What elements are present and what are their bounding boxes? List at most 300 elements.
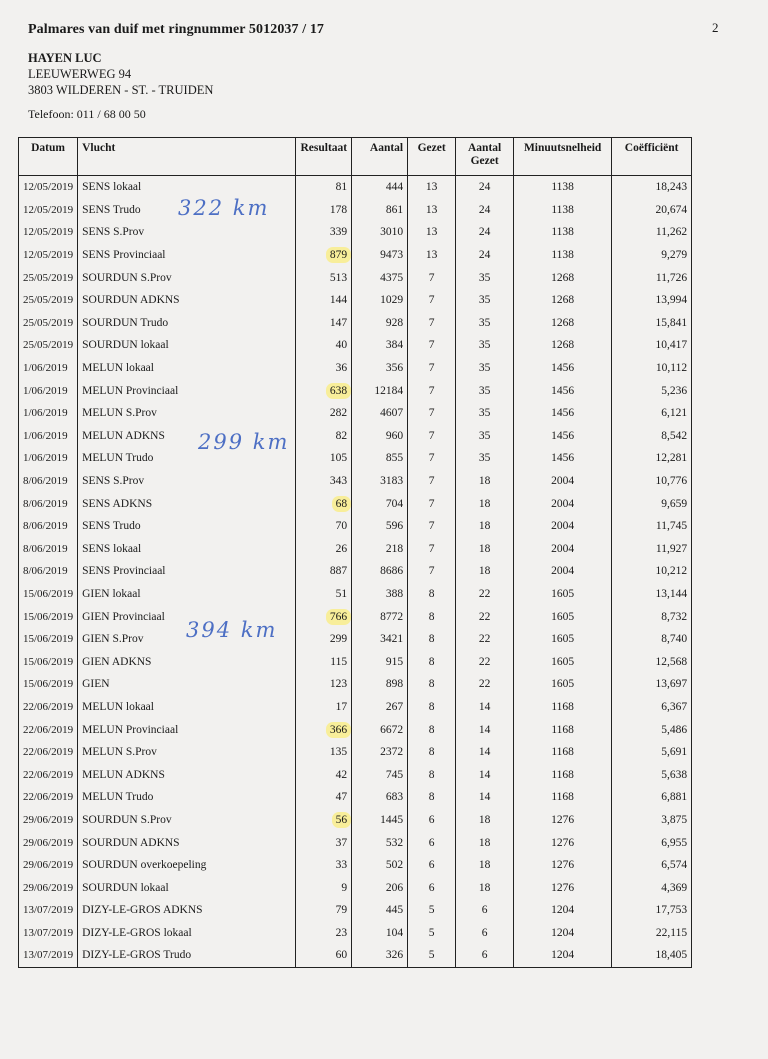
col-aantal: Aantal — [352, 138, 408, 176]
cell-aantal: 206 — [352, 876, 408, 899]
cell-datum: 29/06/2019 — [19, 876, 78, 899]
cell-aantal-gezet: 35 — [456, 425, 514, 448]
cell-resultaat — [296, 922, 352, 945]
col-minuutsnelheid: Minuutsnelheid — [514, 138, 612, 176]
table-row — [19, 605, 692, 628]
cell-minuut: 1168 — [514, 696, 612, 719]
table-row — [19, 538, 692, 561]
cell-coef: 10,212 — [612, 560, 692, 583]
table-row — [19, 718, 692, 741]
table-row — [19, 199, 692, 222]
cell-aantal: 532 — [352, 831, 408, 854]
table-row — [19, 470, 692, 493]
cell-minuut: 1605 — [514, 650, 612, 673]
cell-gezet: 7 — [408, 402, 456, 425]
cell-datum: 12/05/2019 — [19, 244, 78, 267]
table-row — [19, 741, 692, 764]
cell-aantal-gezet: 18 — [456, 492, 514, 515]
col-aantal-gezet-label: Aantal Gezet — [468, 142, 502, 167]
cell-gezet: 7 — [408, 289, 456, 312]
cell-resultaat — [296, 515, 352, 538]
cell-aantal: 3421 — [352, 628, 408, 651]
resultaat-value: 339 — [329, 226, 348, 239]
cell-vlucht: SENS S.Prov — [78, 470, 296, 493]
table-row — [19, 402, 692, 425]
resultaat-value: 282 — [329, 407, 348, 420]
cell-gezet: 8 — [408, 741, 456, 764]
cell-aantal-gezet: 14 — [456, 786, 514, 809]
resultaat-value: 33 — [335, 859, 348, 872]
results-table — [18, 137, 692, 968]
cell-datum: 12/05/2019 — [19, 221, 78, 244]
cell-resultaat — [296, 854, 352, 877]
cell-vlucht: SOURDUN ADKNS — [78, 831, 296, 854]
cell-vlucht: SOURDUN lokaal — [78, 876, 296, 899]
cell-datum: 1/06/2019 — [19, 447, 78, 470]
cell-aantal: 4607 — [352, 402, 408, 425]
resultaat-value: 178 — [329, 203, 348, 216]
cell-resultaat — [296, 312, 352, 335]
cell-vlucht: SENS Trudo — [78, 199, 296, 222]
cell-aantal-gezet: 24 — [456, 221, 514, 244]
resultaat-value: 79 — [335, 904, 348, 917]
cell-aantal: 1445 — [352, 809, 408, 832]
resultaat-value: 23 — [335, 926, 348, 939]
cell-minuut: 1204 — [514, 922, 612, 945]
cell-gezet: 8 — [408, 628, 456, 651]
cell-aantal: 861 — [352, 199, 408, 222]
table-row — [19, 289, 692, 312]
cell-gezet: 7 — [408, 515, 456, 538]
cell-minuut: 1605 — [514, 673, 612, 696]
cell-minuut: 1456 — [514, 447, 612, 470]
cell-resultaat — [296, 289, 352, 312]
table-row — [19, 221, 692, 244]
cell-datum: 13/07/2019 — [19, 944, 78, 967]
cell-minuut: 1204 — [514, 944, 612, 967]
cell-resultaat — [296, 221, 352, 244]
table-row — [19, 809, 692, 832]
cell-coef: 10,112 — [612, 357, 692, 380]
cell-vlucht: SENS S.Prov — [78, 221, 296, 244]
cell-gezet: 8 — [408, 696, 456, 719]
cell-vlucht: GIEN Provinciaal — [78, 605, 296, 628]
cell-coef: 20,674 — [612, 199, 692, 222]
cell-aantal-gezet: 14 — [456, 696, 514, 719]
cell-resultaat — [296, 470, 352, 493]
cell-aantal: 596 — [352, 515, 408, 538]
table-row — [19, 763, 692, 786]
cell-gezet: 5 — [408, 899, 456, 922]
cell-vlucht: GIEN lokaal — [78, 583, 296, 606]
resultaat-value: 513 — [329, 271, 348, 284]
cell-vlucht: MELUN ADKNS — [78, 425, 296, 448]
cell-gezet: 6 — [408, 854, 456, 877]
cell-coef: 8,740 — [612, 628, 692, 651]
table-row — [19, 876, 692, 899]
cell-coef: 12,568 — [612, 650, 692, 673]
cell-aantal-gezet: 6 — [456, 922, 514, 945]
cell-gezet: 8 — [408, 583, 456, 606]
cell-gezet: 6 — [408, 809, 456, 832]
cell-datum: 8/06/2019 — [19, 492, 78, 515]
resultaat-value: 135 — [329, 746, 348, 759]
cell-resultaat — [296, 402, 352, 425]
cell-aantal-gezet: 18 — [456, 538, 514, 561]
cell-vlucht: SENS lokaal — [78, 176, 296, 199]
cell-resultaat — [296, 176, 352, 199]
cell-coef: 12,281 — [612, 447, 692, 470]
cell-coef: 17,753 — [612, 899, 692, 922]
cell-aantal: 1029 — [352, 289, 408, 312]
cell-datum: 1/06/2019 — [19, 379, 78, 402]
resultaat-value: 879 — [326, 247, 351, 263]
page-number: 2 — [712, 20, 719, 35]
resultaat-value: 81 — [335, 181, 348, 194]
cell-vlucht: SOURDUN S.Prov — [78, 809, 296, 832]
address-line-2: 3803 WILDEREN - ST. - TRUIDEN — [28, 83, 214, 97]
cell-vlucht: MELUN Trudo — [78, 447, 296, 470]
cell-coef: 13,697 — [612, 673, 692, 696]
cell-vlucht: MELUN lokaal — [78, 696, 296, 719]
table-row — [19, 492, 692, 515]
handwritten-note-394: 394 km — [186, 618, 278, 642]
table-row — [19, 334, 692, 357]
table-row — [19, 628, 692, 651]
cell-minuut: 1456 — [514, 379, 612, 402]
cell-vlucht: MELUN lokaal — [78, 357, 296, 380]
resultaat-value: 638 — [326, 383, 351, 399]
cell-resultaat — [296, 673, 352, 696]
cell-coef: 22,115 — [612, 922, 692, 945]
cell-aantal-gezet: 18 — [456, 876, 514, 899]
cell-aantal: 4375 — [352, 266, 408, 289]
cell-aantal: 445 — [352, 899, 408, 922]
cell-aantal-gezet: 35 — [456, 402, 514, 425]
cell-datum: 22/06/2019 — [19, 763, 78, 786]
cell-coef: 18,405 — [612, 944, 692, 967]
cell-vlucht: DIZY-LE-GROS ADKNS — [78, 899, 296, 922]
cell-vlucht: SENS Provinciaal — [78, 244, 296, 267]
cell-datum: 29/06/2019 — [19, 809, 78, 832]
resultaat-value: 60 — [335, 949, 348, 962]
cell-minuut: 1276 — [514, 854, 612, 877]
cell-coef: 11,927 — [612, 538, 692, 561]
cell-coef: 11,726 — [612, 266, 692, 289]
table-row — [19, 786, 692, 809]
cell-datum: 12/05/2019 — [19, 176, 78, 199]
cell-vlucht: MELUN Provinciaal — [78, 718, 296, 741]
cell-vlucht: SENS ADKNS — [78, 492, 296, 515]
col-datum: Datum — [19, 138, 78, 176]
cell-aantal-gezet: 6 — [456, 944, 514, 967]
cell-aantal: 388 — [352, 583, 408, 606]
cell-aantal-gezet: 35 — [456, 334, 514, 357]
cell-aantal: 8686 — [352, 560, 408, 583]
cell-resultaat — [296, 650, 352, 673]
cell-aantal: 928 — [352, 312, 408, 335]
resultaat-value: 105 — [329, 452, 348, 465]
handwritten-note-322: 322 km — [178, 196, 270, 220]
cell-minuut: 1276 — [514, 876, 612, 899]
cell-minuut: 1456 — [514, 357, 612, 380]
cell-datum: 1/06/2019 — [19, 357, 78, 380]
cell-aantal-gezet: 18 — [456, 515, 514, 538]
table-row — [19, 854, 692, 877]
cell-aantal: 855 — [352, 447, 408, 470]
cell-resultaat — [296, 741, 352, 764]
cell-coef: 5,486 — [612, 718, 692, 741]
address-line-1: LEEUWERWEG 94 — [28, 67, 132, 81]
cell-aantal: 3183 — [352, 470, 408, 493]
cell-aantal-gezet: 22 — [456, 650, 514, 673]
cell-vlucht: MELUN S.Prov — [78, 741, 296, 764]
resultaat-value: 42 — [335, 768, 348, 781]
resultaat-value: 366 — [326, 722, 351, 738]
cell-gezet: 8 — [408, 650, 456, 673]
cell-datum: 12/05/2019 — [19, 199, 78, 222]
table-row — [19, 899, 692, 922]
cell-minuut: 1168 — [514, 786, 612, 809]
col-coefficient: Coëfficiënt — [612, 138, 692, 176]
cell-minuut: 1268 — [514, 334, 612, 357]
cell-aantal: 915 — [352, 650, 408, 673]
cell-resultaat — [296, 199, 352, 222]
cell-vlucht: MELUN Trudo — [78, 786, 296, 809]
cell-coef: 9,279 — [612, 244, 692, 267]
resultaat-value: 68 — [332, 496, 352, 512]
cell-gezet: 13 — [408, 199, 456, 222]
cell-gezet: 6 — [408, 876, 456, 899]
cell-aantal-gezet: 35 — [456, 357, 514, 380]
resultaat-value: 51 — [335, 587, 348, 600]
table-row — [19, 560, 692, 583]
resultaat-value: 56 — [332, 812, 352, 828]
cell-aantal-gezet: 24 — [456, 199, 514, 222]
cell-gezet: 5 — [408, 944, 456, 967]
cell-coef: 5,691 — [612, 741, 692, 764]
cell-resultaat — [296, 266, 352, 289]
table-row — [19, 425, 692, 448]
cell-coef: 5,236 — [612, 379, 692, 402]
cell-datum: 22/06/2019 — [19, 786, 78, 809]
cell-gezet: 7 — [408, 470, 456, 493]
cell-coef: 3,875 — [612, 809, 692, 832]
table-row — [19, 312, 692, 335]
resultaat-value: 40 — [335, 339, 348, 352]
cell-coef: 6,121 — [612, 402, 692, 425]
cell-resultaat — [296, 628, 352, 651]
cell-aantal-gezet: 18 — [456, 854, 514, 877]
cell-aantal: 683 — [352, 786, 408, 809]
cell-minuut: 1276 — [514, 809, 612, 832]
cell-vlucht: MELUN Provinciaal — [78, 379, 296, 402]
cell-gezet: 5 — [408, 922, 456, 945]
cell-gezet: 8 — [408, 718, 456, 741]
cell-resultaat — [296, 876, 352, 899]
cell-minuut: 1605 — [514, 605, 612, 628]
cell-minuut: 1138 — [514, 199, 612, 222]
cell-gezet: 8 — [408, 673, 456, 696]
cell-gezet: 8 — [408, 786, 456, 809]
cell-minuut: 1138 — [514, 221, 612, 244]
table-row — [19, 673, 692, 696]
cell-coef: 18,243 — [612, 176, 692, 199]
table-header-row — [19, 138, 692, 176]
cell-coef: 4,369 — [612, 876, 692, 899]
cell-datum: 13/07/2019 — [19, 899, 78, 922]
cell-gezet: 7 — [408, 447, 456, 470]
cell-gezet: 13 — [408, 176, 456, 199]
cell-resultaat — [296, 718, 352, 741]
cell-aantal-gezet: 35 — [456, 379, 514, 402]
cell-vlucht: MELUN S.Prov — [78, 402, 296, 425]
cell-minuut: 1605 — [514, 583, 612, 606]
cell-gezet: 7 — [408, 334, 456, 357]
cell-aantal-gezet: 6 — [456, 899, 514, 922]
table-row — [19, 696, 692, 719]
resultaat-value: 70 — [335, 520, 348, 533]
cell-resultaat — [296, 899, 352, 922]
resultaat-value: 144 — [329, 294, 348, 307]
cell-datum: 22/06/2019 — [19, 696, 78, 719]
cell-aantal-gezet: 22 — [456, 605, 514, 628]
cell-minuut: 1268 — [514, 266, 612, 289]
resultaat-value: 115 — [330, 655, 348, 668]
cell-aantal: 502 — [352, 854, 408, 877]
cell-datum: 8/06/2019 — [19, 538, 78, 561]
cell-aantal-gezet: 22 — [456, 673, 514, 696]
cell-resultaat — [296, 357, 352, 380]
cell-minuut: 2004 — [514, 515, 612, 538]
cell-coef: 11,262 — [612, 221, 692, 244]
cell-datum: 25/05/2019 — [19, 289, 78, 312]
cell-aantal: 104 — [352, 922, 408, 945]
cell-minuut: 2004 — [514, 538, 612, 561]
cell-aantal: 218 — [352, 538, 408, 561]
cell-vlucht: GIEN — [78, 673, 296, 696]
cell-aantal-gezet: 22 — [456, 628, 514, 651]
cell-datum: 22/06/2019 — [19, 718, 78, 741]
cell-aantal-gezet: 14 — [456, 718, 514, 741]
cell-datum: 1/06/2019 — [19, 402, 78, 425]
resultaat-value: 9 — [341, 881, 348, 894]
cell-minuut: 1138 — [514, 244, 612, 267]
cell-datum: 15/06/2019 — [19, 583, 78, 606]
phone-number: Telefoon: 011 / 68 00 50 — [28, 107, 146, 121]
cell-minuut: 1268 — [514, 312, 612, 335]
cell-minuut: 1138 — [514, 176, 612, 199]
cell-vlucht: SENS Provinciaal — [78, 560, 296, 583]
resultaat-value: 147 — [329, 316, 348, 329]
cell-gezet: 13 — [408, 244, 456, 267]
cell-vlucht: DIZY-LE-GROS Trudo — [78, 944, 296, 967]
cell-resultaat — [296, 944, 352, 967]
cell-vlucht: SOURDUN lokaal — [78, 334, 296, 357]
cell-coef: 10,417 — [612, 334, 692, 357]
cell-aantal-gezet: 18 — [456, 470, 514, 493]
table-row — [19, 583, 692, 606]
cell-datum: 8/06/2019 — [19, 515, 78, 538]
cell-minuut: 1276 — [514, 831, 612, 854]
cell-minuut: 1605 — [514, 628, 612, 651]
cell-gezet: 7 — [408, 560, 456, 583]
cell-resultaat — [296, 696, 352, 719]
cell-resultaat — [296, 447, 352, 470]
cell-vlucht: SOURDUN ADKNS — [78, 289, 296, 312]
cell-resultaat — [296, 244, 352, 267]
table-row — [19, 266, 692, 289]
cell-aantal: 384 — [352, 334, 408, 357]
cell-aantal: 2372 — [352, 741, 408, 764]
cell-aantal-gezet: 22 — [456, 583, 514, 606]
cell-vlucht: GIEN ADKNS — [78, 650, 296, 673]
cell-datum: 25/05/2019 — [19, 312, 78, 335]
cell-resultaat — [296, 538, 352, 561]
cell-aantal-gezet: 14 — [456, 763, 514, 786]
cell-datum: 29/06/2019 — [19, 831, 78, 854]
cell-gezet: 8 — [408, 763, 456, 786]
cell-gezet: 8 — [408, 605, 456, 628]
cell-aantal: 745 — [352, 763, 408, 786]
cell-datum: 8/06/2019 — [19, 470, 78, 493]
cell-minuut: 1168 — [514, 718, 612, 741]
table-row — [19, 357, 692, 380]
cell-gezet: 13 — [408, 221, 456, 244]
resultaat-value: 36 — [335, 362, 348, 375]
resultaat-value: 887 — [329, 565, 348, 578]
cell-aantal-gezet: 35 — [456, 312, 514, 335]
cell-aantal: 960 — [352, 425, 408, 448]
cell-aantal-gezet: 14 — [456, 741, 514, 764]
cell-aantal: 9473 — [352, 244, 408, 267]
cell-resultaat — [296, 605, 352, 628]
cell-gezet: 7 — [408, 379, 456, 402]
col-gezet: Gezet — [408, 138, 456, 176]
table-row — [19, 447, 692, 470]
resultaat-value: 47 — [335, 791, 348, 804]
cell-coef: 15,841 — [612, 312, 692, 335]
col-vlucht: Vlucht — [78, 138, 296, 176]
cell-datum: 22/06/2019 — [19, 741, 78, 764]
cell-aantal-gezet: 18 — [456, 809, 514, 832]
cell-vlucht: DIZY-LE-GROS lokaal — [78, 922, 296, 945]
cell-resultaat — [296, 831, 352, 854]
resultaat-value: 26 — [335, 542, 348, 555]
cell-aantal-gezet: 35 — [456, 289, 514, 312]
cell-resultaat — [296, 425, 352, 448]
cell-aantal: 356 — [352, 357, 408, 380]
cell-minuut: 1168 — [514, 763, 612, 786]
resultaat-value: 82 — [335, 429, 348, 442]
cell-coef: 6,367 — [612, 696, 692, 719]
cell-resultaat — [296, 583, 352, 606]
cell-datum: 25/05/2019 — [19, 334, 78, 357]
cell-vlucht: MELUN ADKNS — [78, 763, 296, 786]
cell-minuut: 2004 — [514, 560, 612, 583]
cell-minuut: 1456 — [514, 425, 612, 448]
cell-aantal: 12184 — [352, 379, 408, 402]
cell-gezet: 7 — [408, 357, 456, 380]
cell-aantal: 444 — [352, 176, 408, 199]
page-title: Palmares van duif met ringnummer 5012037 / 17 — [28, 22, 325, 37]
cell-gezet: 7 — [408, 538, 456, 561]
col-aantal-gezet — [456, 138, 514, 176]
cell-aantal: 3010 — [352, 221, 408, 244]
cell-coef: 13,994 — [612, 289, 692, 312]
cell-coef: 11,745 — [612, 515, 692, 538]
resultaat-value: 343 — [329, 475, 348, 488]
